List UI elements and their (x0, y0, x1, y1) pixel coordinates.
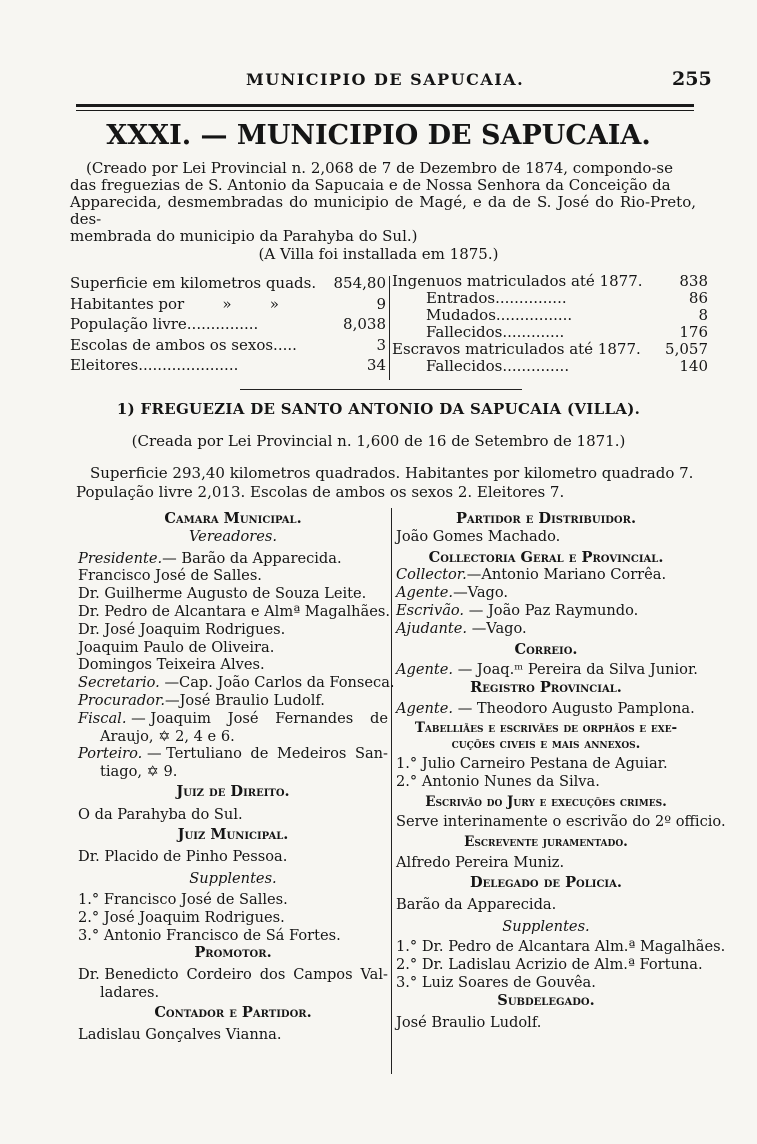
juiz-direito-heading: Juiz de Direito. (176, 782, 290, 800)
role-label: Procurador. (78, 691, 165, 709)
stat-value: 3 (376, 335, 386, 354)
text-word: Medeiros (276, 745, 347, 763)
fiscal-line (78, 710, 388, 728)
text-word: — Joaquim (131, 709, 211, 727)
stat-value: 140 (679, 357, 708, 375)
partidor: João Gomes Machado. (396, 527, 561, 545)
escrevente-heading: Escrevente juramentado. (464, 834, 628, 851)
vereador-line: Dr. Pedro de Alcantara e Almª Magalhães. (78, 602, 390, 620)
vereador-line: Joaquim Paulo de Oliveira. (78, 638, 275, 656)
jury: Serve interinamente o escrivão do 2º officio. (396, 813, 726, 831)
text-word: de (370, 709, 388, 727)
tabelliao-line: 1.° Julio Carneiro Pestana de Aguiar. (396, 754, 668, 772)
stat-label: Ingenuos matriculados até 1877. (392, 272, 643, 290)
vereador-line: Dr. Guilherme Augusto de Souza Leite. (78, 585, 367, 603)
stat-row (70, 335, 386, 356)
stat-label: Habitantes por » » (70, 294, 279, 313)
text-word: José (227, 709, 259, 727)
presidente-line (78, 550, 388, 568)
stat-value: 8,038 (343, 315, 386, 333)
contador: Ladislau Gonçalves Vianna. (78, 1025, 282, 1043)
vereadores-heading: Vereadores. (188, 527, 278, 545)
delegado: Barão da Apparecida. (396, 895, 557, 913)
running-head: MUNICIPIO DE SAPUCAIA. (246, 70, 525, 89)
role-label: Agente. (396, 699, 454, 717)
section-created: (Creada por Lei Provincial n. 1,600 de 16 de Setembro de 1871.) (131, 432, 626, 450)
text-word: — Tertuliano (146, 745, 242, 763)
porteiro-line (78, 745, 388, 763)
person-name: —Antonio Mariano Corrêa. (466, 566, 667, 584)
stats-divider (389, 276, 390, 380)
stat-row (70, 355, 386, 376)
right-column (396, 510, 726, 1031)
stat-label: Fallecidos............. (426, 323, 565, 341)
header-rule-thick (76, 104, 694, 107)
stat-label: População livre............... (70, 315, 259, 333)
jury-heading: Escrivão do Jury e execuções crimes. (425, 794, 667, 811)
supplente-line: 3.° Antonio Francisco de Sá Fortes. (78, 926, 341, 944)
delegado-heading: Delegado de Policia. (470, 873, 622, 891)
stat-row (70, 314, 386, 335)
vereador-line: Dr. José Joaquim Rodrigues. (78, 620, 286, 638)
intro-line: membrada do municipio da Parahyba do Sul.) (70, 227, 418, 245)
person-name: —José Braulio Ludolf. (164, 691, 325, 709)
supplente-line: 2.° José Joaquim Rodrigues. (78, 908, 285, 926)
juiz-direito: O da Parahyba do Sul. (78, 805, 243, 823)
registro-agente-line (396, 700, 696, 718)
tabelliao-line: 2.° Antonio Nunes da Silva. (396, 772, 600, 790)
contador-heading: Contador e Partidor. (154, 1003, 312, 1021)
stat-value: 176 (679, 323, 708, 341)
stat-row (392, 273, 708, 290)
role-label: Fiscal. (78, 709, 127, 727)
procurador-line (78, 692, 388, 710)
subdelegado: José Braulio Ludolf. (396, 1013, 542, 1031)
stat-row (70, 294, 386, 315)
left-column (78, 510, 395, 1043)
stat-row (392, 324, 708, 341)
person-name: —Vago. (453, 584, 509, 602)
supplentes-heading: Supplentes. (189, 870, 277, 888)
stat-row (392, 358, 708, 375)
juiz-municipal: Dr. Placido de Pinho Pessoa. (78, 848, 288, 866)
role-label: Presidente. (78, 549, 163, 567)
role-label: Porteiro. (78, 745, 143, 763)
correio-heading: Correio. (514, 640, 578, 658)
camara-heading: Camara Municipal. (164, 510, 302, 527)
stat-label: Eleitores..................... (70, 356, 239, 374)
tabelliaes-heading: Tabelliães e escrivães de orphãos e exe- (414, 719, 678, 736)
stat-label: Escolas de ambos os sexos..... (70, 335, 297, 354)
supplente-line: 1.° Francisco José de Salles. (78, 890, 288, 908)
subdelegado-heading: Subdelegado. (497, 991, 595, 1009)
correio-agente-line (396, 661, 696, 679)
stat-row (70, 273, 386, 294)
stat-label: Escravos matriculados até 1877. (392, 340, 641, 358)
collector-line (396, 566, 696, 584)
chapter-title: XXXI. — MUNICIPIO DE SAPUCAIA. (106, 120, 651, 151)
stat-label: Superficie em kilometros quads. (70, 274, 317, 292)
intro-line: (Creado por Lei Provincial n. 2,068 de 7 de Dezembro de 1874, compondo-se (86, 159, 673, 177)
supplente-line: 3.° Luiz Soares de Gouvêa. (396, 973, 596, 991)
section-rule (240, 389, 522, 390)
stats-left (70, 273, 386, 376)
text-word: Val- (360, 966, 388, 984)
stats-right (392, 273, 708, 375)
stat-label: Entrados............... (426, 289, 567, 307)
person-name: — Joaq.ᵐ Pereira da Silva Junior. (457, 661, 698, 679)
section-stats-line-1: Superficie 293,40 kilometros quadrados. Habitantes por kilometro quadrado 7. (90, 464, 694, 482)
text-word: de (250, 745, 269, 763)
stat-row (392, 341, 708, 358)
person-name: — Barão da Apparecida. (162, 549, 342, 567)
tabelliaes-heading-2: cuções civeis e mais annexos. (451, 735, 641, 752)
stat-value: 8 (698, 306, 708, 324)
agente-line (396, 584, 696, 602)
juiz-municipal-heading: Juiz Municipal. (177, 825, 289, 843)
person-name: — João Paz Raymundo. (468, 601, 639, 619)
role-label: Agente. (396, 584, 454, 602)
intro-paragraph (70, 160, 696, 245)
stat-value: 34 (366, 356, 386, 374)
role-label: Ajudante. (396, 619, 468, 637)
text-word: San- (354, 745, 388, 763)
text-word: Campos (293, 966, 353, 984)
stat-value: 86 (688, 289, 708, 307)
intro-line: Apparecida, desmembradas do municipio de Magé, e da de S. José do Rio-Preto, des- (70, 193, 696, 228)
promotor-heading: Promotor. (194, 944, 272, 962)
section-title: 1) FREGUEZIA DE SANTO ANTONIO DA SAPUCAIA (VILLA). (116, 400, 641, 418)
supplentes-heading: Supplentes. (502, 917, 590, 935)
stat-label: Mudados................ (426, 306, 573, 324)
text-word: Dr. Benedicto (78, 966, 179, 984)
stat-value: 9 (376, 294, 386, 313)
vereador-line: Domingos Teixeira Alves. (78, 656, 265, 674)
collectoria-heading: Collectoria Geral e Provincial. (428, 548, 664, 566)
page-number: 255 (672, 68, 712, 90)
person-name: —Cap. João Carlos da Fonseca. (164, 674, 395, 692)
intro-line: das freguezias de S. Antonio da Sapucaia e de Nossa Senhora da Conceição da (70, 176, 671, 194)
stat-label: Fallecidos.............. (426, 357, 570, 375)
role-label: Agente. (396, 661, 454, 679)
stat-value: 854,80 (333, 274, 386, 292)
stat-value: 5,057 (665, 340, 708, 358)
installed-note: (A Villa foi installada em 1875.) (258, 245, 499, 263)
promotor-line-2: ladares. (100, 983, 160, 1001)
column-divider (391, 508, 392, 1074)
partidor-heading: Partidor e Distribuidor. (455, 510, 637, 527)
section-stats-line-2: População livre 2,013. Escolas de ambos os sexos 2. Eleitores 7. (76, 483, 565, 501)
role-label: Secretario. (78, 674, 160, 692)
stat-value: 838 (679, 272, 708, 290)
ajudante-line (396, 620, 696, 638)
escrevente: Alfredo Pereira Muniz. (396, 854, 565, 872)
fiscal-line-2: Araujo, ✡ 2, 4 e 6. (100, 727, 235, 745)
role-label: Collector. (396, 566, 467, 584)
registro-heading: Registro Provincial. (470, 679, 622, 697)
header-rule-thin (76, 110, 694, 111)
stat-row (392, 290, 708, 307)
secretario-line (78, 674, 395, 692)
promotor-line (78, 966, 388, 984)
escrivao-line (396, 602, 696, 620)
vereador-line: Francisco José de Salles. (78, 567, 262, 585)
person-name: —Vago. (471, 619, 527, 637)
stat-row (392, 307, 708, 324)
text-word: Cordeiro (186, 966, 252, 984)
supplente-line: 2.° Dr. Ladislau Acrizio de Alm.ª Fortuna. (396, 956, 703, 974)
text-word: dos (259, 966, 286, 984)
role-label: Escrivão. (396, 601, 465, 619)
person-name: — Theodoro Augusto Pamplona. (457, 699, 695, 717)
text-word: Fernandes (275, 709, 354, 727)
supplente-line: 1.° Dr. Pedro de Alcantara Alm.ª Magalhães. (396, 938, 726, 956)
porteiro-line-2: tiago, ✡ 9. (100, 763, 178, 781)
